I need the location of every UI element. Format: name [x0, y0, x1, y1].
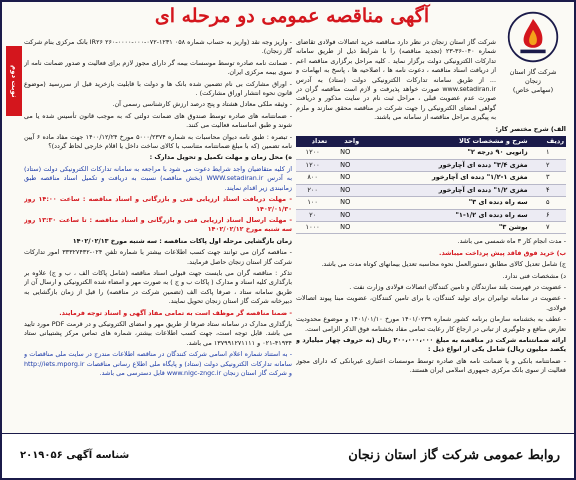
item-description: سه راه دنده ای ۳": [361, 197, 529, 209]
cash-deposit-text: - واریز وجه نقد (واریز به حساب شماره ۰۵۸ ۱۲۳۱-۰۷۲-۰۰۰-۰۰۰۰-۲۶۰ IR۲۶ بانک مرکزی بنام شرکت گاز زنجان).: [24, 38, 292, 56]
footer: [2, 433, 574, 478]
item-quantity: ۱۰۰۰: [296, 221, 329, 233]
adjustment-text: ج) شامل تعدیل کالای مطابق دستورالعمل نحوه محاسبه تعدیل بیمانهای کوتاه مدت می باشد.: [321, 260, 566, 269]
items-table: [296, 136, 566, 234]
table-row: [296, 147, 566, 159]
tavaniran-text: - عضویت در سامانه توانیران برای تولید کنندگان، یا برای تامین کنندگان، عضویت مبنا پیوند اتصالات فولادی.: [296, 294, 566, 312]
item-description: مغزی ۱-۱/۲" دنده ای آچارخور: [361, 172, 529, 184]
table-row: [296, 197, 566, 209]
table-row: [296, 184, 566, 196]
fund-guarantee-text: - ضمانتنامه های صادره توسط صندوق های ضمانت دولتی که به موجب قانون تأسیس شده یا می شوند و طبق اساسنامه فعالیت می کنند.: [24, 111, 292, 130]
table-row: [296, 172, 566, 184]
upload-instructions-text: بارگذاری مدارک در سامانه ستاد صرفا از طریق مهر و امضای الکترونیکی و در قرمت PDF مورد تایید می باشد. قابل توجه است، جهت کسب اطلاعات بیشتر، شماره های تماس مرکز پشتیبانی ستاد ۴۱۹۳۴-۰۲۱ و ۱۳۷۹۹۱۲۷۱۱۱۱ می باشد.: [24, 319, 292, 347]
item-unit: NO: [329, 184, 361, 196]
item-quantity: ۱۰۰: [296, 197, 329, 209]
opening-date-text: زمان بازگشایی مرحله اول پاکات مناقصه : سه شنبه مورخ ۱۴۰۲/۰۲/۱۳: [72, 236, 292, 245]
round-badge: نوبت دوم: [6, 46, 22, 116]
circular-text: - عطف به بخشنامه سازمان برنامه کشور شماره ۱۴۰۱/۰۲۳۹ مورخ ۱۴۰۱/۰۱/۱۰ و موضوع محدودیت تعارض منافع و جلوگیری از تبانی در ارجاع کار رعایت تمامی مفاد بخشنامه فوق الذکر الزامی است.: [296, 315, 566, 333]
company-name: شرکت گاز استان زنجان: [509, 68, 557, 85]
item-quantity: ۲۰: [296, 209, 329, 221]
row-number: ۴: [530, 184, 566, 196]
contact-info-text: - مناقصه گران می توانند جهت کسب اطلاعات بیشتر با شماره تلفن ۰۲۴-۳۳۳۲۷۴۳۲ امور تدارکات شرکت گاز استان زنجان حاصل فرمایند.: [24, 248, 292, 266]
row-number: ۱: [530, 147, 566, 159]
row-number: ۵: [530, 197, 566, 209]
row-number: ۲: [530, 159, 566, 171]
table-title: الف) شرح مختصر کار:: [495, 124, 566, 133]
row-number: ۷: [530, 221, 566, 233]
left-column: [24, 38, 292, 430]
intro-paragraph: شرکت گاز استان زنجان در نظر دارد مناقصه خرید اتصالات فولادی تقاضای شماره ۰۴۰-۳۶-۲۳ (تجدید مناقصه) را با شرایط ذیل از طریق سامانه تدارکات الکترونیکی دولت برگزار نماید . کلیه مراحل برگزاری مناقصه اعم از دریافت اسناد مناقصه ، دعوت نامه ها ، اصلاحیه ها ، پاسخ به ابهامات و ... از طریق سامانه تدارکات الکترونیکی دولت (ستاد) به آدرس www.setadiran.ir صورت خواهد پذیرفت و لازم است مناقصه گران در صورت عدم عضویت قبلی ، مراحل ثبت نام در سایت مذکور و دریافت گواهی امضای الکترونیکی را جهت شرکت در مناقصه محقق سازند و ملزم به پیگیری مراحل مناقصه از سامانه می باشند.: [296, 38, 496, 122]
item-quantity: ۱۲۰۰: [296, 159, 329, 171]
column-header: ردیف: [530, 136, 566, 147]
company-type: (سهامی خاص): [512, 86, 554, 94]
item-unit: NO: [329, 159, 361, 171]
bank-guarantee-text: - ضمانتنامه بانکی و یا ضمانت نامه های صادره توسط موسسات اعتباری غیربانکی که دارای مجوز فعالیت از سوی بانک مرکزی جمهوری اسلامی ایران هستند.: [296, 356, 566, 375]
property-collateral-text: - وثیقه ملکی معادل هشتاد و پنج درصد ارزش کارشناسی رسمی آن.: [112, 100, 292, 109]
item-description: مغزی ۳/۴" دنده ای آچارخور: [361, 159, 529, 171]
item-description: بوشن ۳": [361, 221, 529, 233]
item-unit: NO: [329, 209, 361, 221]
header: [2, 2, 574, 36]
item-description: زانویی ۹۰ درجه ۲": [361, 147, 529, 159]
attention-text: - ضمنا مناقصه گر موظف است به تمامی مفاد آگهی و اسناد توجه فرمایند.: [59, 308, 292, 317]
note-text: - تبصره : طبق نامه دیوان محاسبات به شماره ۵۰۰۰/۲۳۷۴ مورخ ۱۴۰۰/۱۲/۲۴ جهت مفاد ماده ۶ آیین نامه تضمین (که با مبلغ ضمانتنامه متناسب با کالای ساخت داخل یا اقلام خارجی لحاظ گردد)؟: [24, 132, 292, 151]
item-description: مغزی ۱/۲" دنده ای آچارخور: [361, 184, 529, 196]
item-unit: NO: [329, 147, 361, 159]
document-submit-deadline: - مهلت ارسال اسناد ارزیابی فنی و بازرگانی و اسناد مناقصه : تا ساعت ۱۳:۳۰ روز سه شنبه مورخ ۱۴۰۲/۰۲/۱۲: [24, 215, 292, 234]
right-column: [296, 38, 566, 430]
item-unit: NO: [329, 197, 361, 209]
item-quantity: ۸۰۰: [296, 172, 329, 184]
guarantee-text: ارائه ضمانتنامه شرکت در مناقصه به مبلغ ۲۰۰،۰۰۰،۰۰۰ ریال (به حروف چهار میلیارد و یکصد میلیون ریال) شامل یکی از انواع ذیل :: [296, 335, 566, 354]
insurance-guarantee-text: - ضمانت نامه صادره توسط موسسات بیمه گر دارای مجوز لازم برای فعالیت و صدور ضمانت نامه از سوی بیمه مرکزی ایران.: [24, 58, 292, 77]
ad-identifier: شناسه آگهی ۲۰۱۹۰۵۶: [20, 450, 130, 461]
public-relations-signature: روابط عمومی شرکت گاز استان زنجان: [348, 448, 560, 463]
websites-text: - به استناد شماره اعلام اسامی شرکت کنندگان در مناقصه اطلاعات مندرج در سایت ملی مناقصات و سامانه تدارکات الکترونیکی دولت (ستاد) و پایگاه ملی اطلاع رسانی مناقصات http://iets.mporg.ir و شرکت گاز استان زنجان www.nigc-zngc.ir قابل دسترسی می باشد.: [24, 350, 292, 377]
item-description: سه راه دنده ای ۱/۲-۱": [361, 209, 529, 221]
deadline-section-title: ه) محل زمان و مهلت تکمیل و تحویل مدارک :: [149, 153, 292, 162]
duration-text: - مدت انجام کار ۳ ماه شمسی می باشد.: [457, 237, 566, 246]
item-unit: NO: [329, 172, 361, 184]
reminder-text: تذکر : مناقصه گران می بایست جهت قبولی اسناد مناقصه (شامل پاکات الف ، ب و ج) علاوه بر بارگذاری کلیه اسناد و مدارک ( پاکات ب و ج ) به صورت مهر و امضاء شده الکترونیکی و ارسال آن از طریق سامانه ستاد ، صرفا پاکت الف (تضمین شرکت در مناقصه) را قبل از زمان بازگشایی به دبیرخانه شرکت گاز استان زنجان تحویل نمایند.: [24, 268, 292, 306]
row-number: ۳: [530, 172, 566, 184]
item-quantity: ۱۲۰۰: [296, 147, 329, 159]
table-row: [296, 209, 566, 221]
page-title: آگهی مناقصه عمومی دو مرحله ای: [154, 5, 430, 27]
column-header: واحد: [329, 136, 361, 147]
bonds-text: - اوراق مشارکت بی نام تضمین شده بانک ها و دولت با قابلیت بازخرید قبل از سررسید (موضوع قانون نحوه انتشار اوراق مشارکت) .: [24, 79, 292, 98]
item-unit: NO: [329, 221, 361, 233]
row-number: ۶: [530, 209, 566, 221]
vendor-list-text: - عضویت در فهرست بلند سازندگان و تامین کنندگان اتصالات فولادی وزارت نفت .: [349, 282, 566, 291]
column-header: تعداد: [296, 136, 329, 147]
specs-text: د) مشخصات فنی ندارد.: [502, 271, 566, 280]
table-row: [296, 221, 566, 233]
item-quantity: ۲۰۰: [296, 184, 329, 196]
table-row: [296, 159, 566, 171]
no-prepayment-text: ب) خرید فوق فاقد پیش پرداخت میباشد.: [439, 248, 566, 257]
document-receive-deadline: - مهلت دریافت اسناد ارزیابی فنی و بازرگانی و اسناد مناقصه : ساعت ۱۴:۰۰ روز ۱۴۰۲/۰۱/۳۰: [24, 195, 292, 213]
setad-invitation-text: از کلیه متقاضیان واجد شرایط دعوت می شود با مراجعه به سامانه تدارکات الکترونیکی دولت (ستاد) به آدرس WWW.setadiran.ir (بخش مناقصه) نسبت به دریافت و تکمیل اسناد مناقصه طبق زمانبندی زیر اقدام نمایند.: [24, 164, 292, 192]
table-header-row: [296, 136, 566, 147]
column-header: شرح و مشخصات کالا: [361, 136, 529, 147]
